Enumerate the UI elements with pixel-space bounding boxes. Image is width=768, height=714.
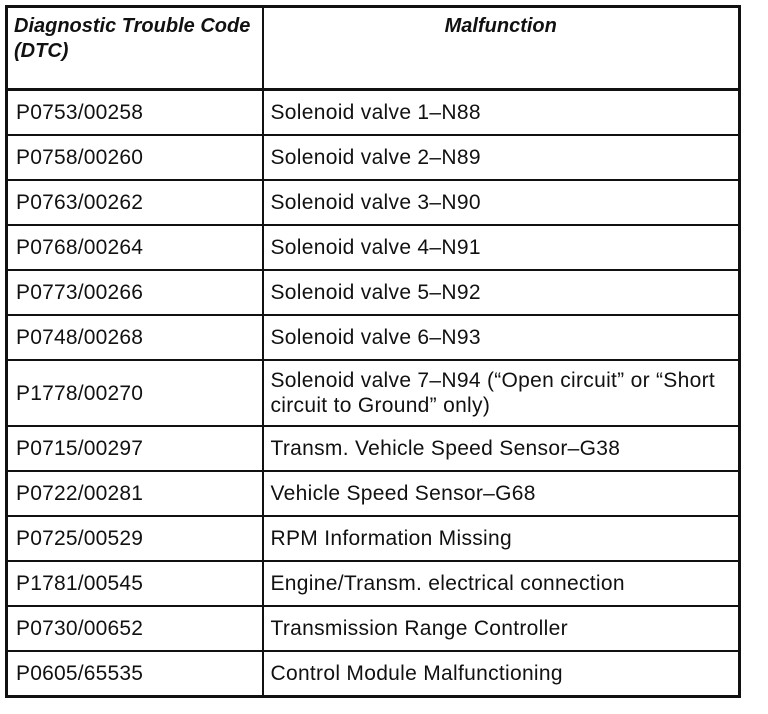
malfunction-cell: Solenoid valve 5–N92 (263, 270, 740, 315)
table-row (7, 315, 740, 360)
table-row (7, 471, 740, 516)
table-row (7, 516, 740, 561)
malfunction-cell: Transmission Range Controller (263, 606, 740, 651)
table-body (7, 90, 740, 697)
table-row (7, 561, 740, 606)
malfunction-cell: Solenoid valve 6–N93 (263, 315, 740, 360)
malfunction-cell: Solenoid valve 4–N91 (263, 225, 740, 270)
malfunction-cell: Transm. Vehicle Speed Sensor–G38 (263, 426, 740, 471)
dtc-code-cell: P0748/00268 (7, 315, 263, 360)
header-code: Diagnostic Trouble Code (DTC) (7, 7, 263, 90)
header-row (7, 7, 740, 90)
malfunction-cell: Vehicle Speed Sensor–G68 (263, 471, 740, 516)
dtc-code-cell: P1778/00270 (7, 360, 263, 426)
table-row (7, 90, 740, 136)
table-row (7, 225, 740, 270)
table-header (7, 7, 740, 90)
dtc-code-cell: P0725/00529 (7, 516, 263, 561)
dtc-code-cell: P0773/00266 (7, 270, 263, 315)
dtc-code-cell: P0715/00297 (7, 426, 263, 471)
table-row (7, 606, 740, 651)
table-row (7, 135, 740, 180)
table-row (7, 180, 740, 225)
table-row (7, 426, 740, 471)
malfunction-cell: Solenoid valve 2–N89 (263, 135, 740, 180)
dtc-code-cell: P1781/00545 (7, 561, 263, 606)
malfunction-cell: RPM Information Missing (263, 516, 740, 561)
table-row (7, 651, 740, 697)
dtc-table (5, 5, 741, 698)
table-row (7, 360, 740, 426)
dtc-code-cell: P0753/00258 (7, 90, 263, 136)
table-row (7, 270, 740, 315)
dtc-code-cell: P0768/00264 (7, 225, 263, 270)
dtc-code-cell: P0722/00281 (7, 471, 263, 516)
malfunction-cell: Solenoid valve 3–N90 (263, 180, 740, 225)
malfunction-cell: Engine/Transm. electrical connection (263, 561, 740, 606)
malfunction-cell: Solenoid valve 1–N88 (263, 90, 740, 136)
dtc-code-cell: P0605/65535 (7, 651, 263, 697)
header-malfunction: Malfunction (263, 7, 740, 90)
dtc-code-cell: P0758/00260 (7, 135, 263, 180)
malfunction-cell: Solenoid valve 7–N94 (“Open circuit” or “Short circuit to Ground” only) (263, 360, 740, 426)
dtc-code-cell: P0730/00652 (7, 606, 263, 651)
malfunction-cell: Control Module Malfunctioning (263, 651, 740, 697)
dtc-code-cell: P0763/00262 (7, 180, 263, 225)
